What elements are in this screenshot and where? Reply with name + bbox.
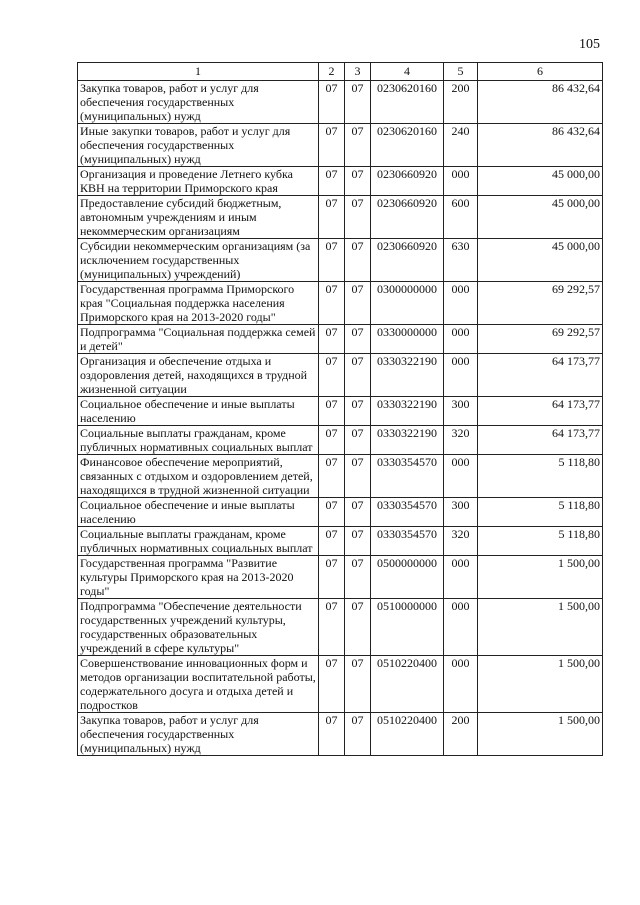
row-expense-type-cell: 000 bbox=[444, 325, 478, 354]
table-row bbox=[78, 656, 603, 713]
table-row bbox=[78, 354, 603, 397]
row-subsection-cell: 07 bbox=[345, 455, 371, 498]
row-subsection-cell: 07 bbox=[345, 556, 371, 599]
row-amount-cell: 1 500,00 bbox=[478, 656, 603, 713]
header-cell-target-article: 4 bbox=[371, 63, 444, 81]
table-row bbox=[78, 196, 603, 239]
row-amount-cell: 64 173,77 bbox=[478, 397, 603, 426]
row-expense-type-cell: 240 bbox=[444, 124, 478, 167]
row-amount-cell: 69 292,57 bbox=[478, 282, 603, 325]
table-body bbox=[78, 81, 603, 756]
row-amount-cell: 69 292,57 bbox=[478, 325, 603, 354]
table-row bbox=[78, 455, 603, 498]
row-subsection-cell: 07 bbox=[345, 124, 371, 167]
row-expense-type-cell: 320 bbox=[444, 426, 478, 455]
row-amount-cell: 45 000,00 bbox=[478, 167, 603, 196]
row-amount-cell: 64 173,77 bbox=[478, 426, 603, 455]
row-subsection-cell: 07 bbox=[345, 325, 371, 354]
row-target-article-cell: 0500000000 bbox=[371, 556, 444, 599]
row-subsection-cell: 07 bbox=[345, 397, 371, 426]
row-target-article-cell: 0230660920 bbox=[371, 167, 444, 196]
row-expense-type-cell: 200 bbox=[444, 713, 478, 756]
row-target-article-cell: 0230660920 bbox=[371, 239, 444, 282]
row-subsection-cell: 07 bbox=[345, 81, 371, 124]
row-section-cell: 07 bbox=[319, 239, 345, 282]
row-section-cell: 07 bbox=[319, 527, 345, 556]
row-section-cell: 07 bbox=[319, 167, 345, 196]
table-row bbox=[78, 282, 603, 325]
row-subsection-cell: 07 bbox=[345, 713, 371, 756]
budget-table bbox=[77, 62, 603, 756]
row-expense-type-cell: 630 bbox=[444, 239, 478, 282]
row-amount-cell: 1 500,00 bbox=[478, 556, 603, 599]
row-expense-type-cell: 300 bbox=[444, 397, 478, 426]
row-target-article-cell: 0330000000 bbox=[371, 325, 444, 354]
header-cell-name: 1 bbox=[78, 63, 319, 81]
row-name-cell: Закупка товаров, работ и услуг для обеспечения государственных (муниципальных) нужд bbox=[78, 81, 319, 124]
row-target-article-cell: 0230660920 bbox=[371, 196, 444, 239]
table-row bbox=[78, 239, 603, 282]
header-cell-section: 2 bbox=[319, 63, 345, 81]
row-target-article-cell: 0230620160 bbox=[371, 124, 444, 167]
row-name-cell: Совершенствование инновационных форм и методов организации воспитательной работы, содержательного досуга и отдыха детей и подростков bbox=[78, 656, 319, 713]
row-target-article-cell: 0510220400 bbox=[371, 713, 444, 756]
table-row bbox=[78, 527, 603, 556]
row-section-cell: 07 bbox=[319, 426, 345, 455]
row-subsection-cell: 07 bbox=[345, 167, 371, 196]
row-section-cell: 07 bbox=[319, 656, 345, 713]
row-section-cell: 07 bbox=[319, 282, 345, 325]
row-expense-type-cell: 000 bbox=[444, 354, 478, 397]
row-subsection-cell: 07 bbox=[345, 426, 371, 455]
row-subsection-cell: 07 bbox=[345, 354, 371, 397]
row-amount-cell: 45 000,00 bbox=[478, 196, 603, 239]
row-name-cell: Финансовое обеспечение мероприятий, связанных с отдыхом и оздоровлением детей, находящихся в трудной жизненной ситуации bbox=[78, 455, 319, 498]
row-target-article-cell: 0300000000 bbox=[371, 282, 444, 325]
row-name-cell: Субсидии некоммерческим организациям (за исключением государственных (муниципальных) учреждений) bbox=[78, 239, 319, 282]
row-subsection-cell: 07 bbox=[345, 196, 371, 239]
table-row bbox=[78, 556, 603, 599]
row-section-cell: 07 bbox=[319, 397, 345, 426]
row-amount-cell: 5 118,80 bbox=[478, 455, 603, 498]
row-name-cell: Организация и проведение Летнего кубка КВН на территории Приморского края bbox=[78, 167, 319, 196]
table-row bbox=[78, 167, 603, 196]
table-row bbox=[78, 599, 603, 656]
row-target-article-cell: 0510220400 bbox=[371, 656, 444, 713]
row-amount-cell: 5 118,80 bbox=[478, 498, 603, 527]
row-name-cell: Государственная программа Приморского края "Социальная поддержка населения Приморского края на 2013-2020 годы" bbox=[78, 282, 319, 325]
row-section-cell: 07 bbox=[319, 196, 345, 239]
row-name-cell: Социальные выплаты гражданам, кроме публичных нормативных социальных выплат bbox=[78, 426, 319, 455]
row-amount-cell: 86 432,64 bbox=[478, 124, 603, 167]
row-section-cell: 07 bbox=[319, 325, 345, 354]
table-row bbox=[78, 325, 603, 354]
row-subsection-cell: 07 bbox=[345, 282, 371, 325]
table-row bbox=[78, 713, 603, 756]
row-section-cell: 07 bbox=[319, 713, 345, 756]
row-name-cell: Подпрограмма "Социальная поддержка семей и детей" bbox=[78, 325, 319, 354]
table-header-row bbox=[78, 63, 603, 81]
row-name-cell: Организация и обеспечение отдыха и оздоровления детей, находящихся в трудной жизненной ситуации bbox=[78, 354, 319, 397]
row-amount-cell: 86 432,64 bbox=[478, 81, 603, 124]
row-target-article-cell: 0330354570 bbox=[371, 455, 444, 498]
row-name-cell: Социальное обеспечение и иные выплаты населению bbox=[78, 498, 319, 527]
row-target-article-cell: 0230620160 bbox=[371, 81, 444, 124]
row-expense-type-cell: 200 bbox=[444, 81, 478, 124]
row-section-cell: 07 bbox=[319, 455, 345, 498]
row-expense-type-cell: 000 bbox=[444, 167, 478, 196]
row-target-article-cell: 0330354570 bbox=[371, 498, 444, 527]
row-target-article-cell: 0330322190 bbox=[371, 426, 444, 455]
row-expense-type-cell: 320 bbox=[444, 527, 478, 556]
row-section-cell: 07 bbox=[319, 354, 345, 397]
row-target-article-cell: 0510000000 bbox=[371, 599, 444, 656]
row-name-cell: Иные закупки товаров, работ и услуг для обеспечения государственных (муниципальных) нужд bbox=[78, 124, 319, 167]
row-expense-type-cell: 000 bbox=[444, 599, 478, 656]
row-amount-cell: 1 500,00 bbox=[478, 713, 603, 756]
row-name-cell: Государственная программа "Развитие культуры Приморского края на 2013-2020 годы" bbox=[78, 556, 319, 599]
row-expense-type-cell: 000 bbox=[444, 455, 478, 498]
row-section-cell: 07 bbox=[319, 124, 345, 167]
row-subsection-cell: 07 bbox=[345, 527, 371, 556]
row-expense-type-cell: 000 bbox=[444, 656, 478, 713]
table-row bbox=[78, 397, 603, 426]
row-target-article-cell: 0330322190 bbox=[371, 354, 444, 397]
row-expense-type-cell: 000 bbox=[444, 556, 478, 599]
page-number: 105 bbox=[579, 37, 600, 52]
row-section-cell: 07 bbox=[319, 81, 345, 124]
row-amount-cell: 45 000,00 bbox=[478, 239, 603, 282]
table-row bbox=[78, 124, 603, 167]
row-subsection-cell: 07 bbox=[345, 498, 371, 527]
row-amount-cell: 64 173,77 bbox=[478, 354, 603, 397]
table-row bbox=[78, 498, 603, 527]
row-expense-type-cell: 300 bbox=[444, 498, 478, 527]
row-expense-type-cell: 000 bbox=[444, 282, 478, 325]
row-subsection-cell: 07 bbox=[345, 656, 371, 713]
row-name-cell: Подпрограмма "Обеспечение деятельности государственных учреждений культуры, государственных образовательных учреждений в сфере культуры" bbox=[78, 599, 319, 656]
row-name-cell: Социальные выплаты гражданам, кроме публичных нормативных социальных выплат bbox=[78, 527, 319, 556]
row-subsection-cell: 07 bbox=[345, 599, 371, 656]
row-name-cell: Социальное обеспечение и иные выплаты населению bbox=[78, 397, 319, 426]
row-name-cell: Закупка товаров, работ и услуг для обеспечения государственных (муниципальных) нужд bbox=[78, 713, 319, 756]
row-expense-type-cell: 600 bbox=[444, 196, 478, 239]
row-amount-cell: 5 118,80 bbox=[478, 527, 603, 556]
row-target-article-cell: 0330354570 bbox=[371, 527, 444, 556]
row-section-cell: 07 bbox=[319, 556, 345, 599]
table-row bbox=[78, 426, 603, 455]
table-row bbox=[78, 81, 603, 124]
header-cell-expense-type: 5 bbox=[444, 63, 478, 81]
header-cell-amount: 6 bbox=[478, 63, 603, 81]
row-section-cell: 07 bbox=[319, 599, 345, 656]
row-amount-cell: 1 500,00 bbox=[478, 599, 603, 656]
row-section-cell: 07 bbox=[319, 498, 345, 527]
header-cell-subsection: 3 bbox=[345, 63, 371, 81]
row-name-cell: Предоставление субсидий бюджетным, автономным учреждениям и иным некоммерческим организациям bbox=[78, 196, 319, 239]
row-subsection-cell: 07 bbox=[345, 239, 371, 282]
row-target-article-cell: 0330322190 bbox=[371, 397, 444, 426]
